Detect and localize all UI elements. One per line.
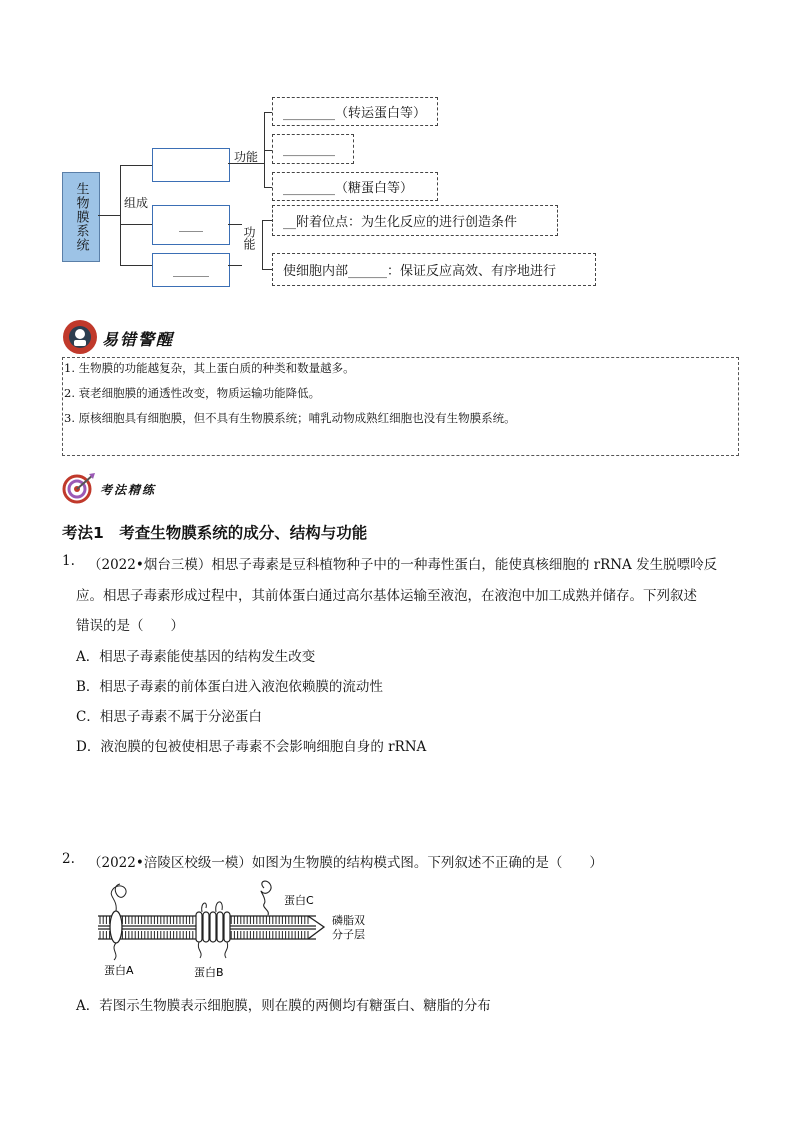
blank-box-top xyxy=(152,148,230,182)
function-box-attachment: __附着位点：为生化反应的进行创造条件 xyxy=(272,205,558,236)
warning-badge-icon xyxy=(60,318,100,356)
q1-number: 1. xyxy=(62,553,75,569)
link-label-composition: 组成 xyxy=(124,196,149,210)
q2-option-a: A．若图示生物膜表示细胞膜，则在膜的两侧均有糖蛋白、糖脂的分布 xyxy=(76,998,491,1014)
target-icon xyxy=(62,472,96,504)
connector xyxy=(262,220,263,270)
connector xyxy=(120,165,121,265)
q1-option-b: B．相思子毒素的前体蛋白进入液泡依赖膜的流动性 xyxy=(76,679,383,695)
connector xyxy=(228,224,242,225)
function-box-compartment: 使细胞内部______：保证反应高效、有序地进行 xyxy=(272,253,596,286)
section-title: 考法精练 xyxy=(100,483,157,497)
membrane-figure xyxy=(96,878,386,980)
protein-c-shape xyxy=(261,881,271,915)
protein-a-shape xyxy=(110,911,122,943)
function-box-glycoprotein: ________（糖蛋白等） xyxy=(272,172,438,201)
q1-stem-line3: 错误的是（ ） xyxy=(76,618,184,634)
q1-option-a: A．相思子毒素能使基因的结构发生改变 xyxy=(76,649,316,665)
warning-item-1: 1. 生物膜的功能越复杂，其上蛋白质的种类和数量越多。 xyxy=(64,361,355,375)
q1-stem-line1: （2022•烟台三模）相思子毒素是豆科植物种子中的一种毒性蛋白，能使真核细胞的 rRNA 发生脱嘌呤反 xyxy=(88,557,718,573)
q1-option-d: D．液泡膜的包被使相思子毒素不会影响细胞自身的 rRNA xyxy=(76,739,427,755)
connector xyxy=(120,224,152,225)
q2-number: 2. xyxy=(62,851,75,867)
label-protein-a: 蛋白A xyxy=(104,964,134,977)
q1-stem-line2: 应。相思子毒素形成过程中，其前体蛋白通过高尔基体运输至液泡，在液泡中加工成熟并储存。下列叙述 xyxy=(76,588,697,604)
connector xyxy=(262,220,272,221)
blank-box-bottom: ______ xyxy=(152,253,230,287)
connector xyxy=(228,265,242,266)
protein-b-shape xyxy=(196,912,230,942)
warning-item-2: 2. 衰老细胞膜的通透性改变，物质运输功能降低。 xyxy=(64,386,321,400)
connector xyxy=(262,269,272,270)
connector xyxy=(264,187,272,188)
function-box-transport: ________（转运蛋白等） xyxy=(272,97,438,126)
concept-map-root: 生物膜系统 xyxy=(62,172,100,262)
connector xyxy=(98,215,120,216)
method-heading: 考法1 考查生物膜系统的成分、结构与功能 xyxy=(62,524,368,542)
label-bilayer-2: 分子层 xyxy=(332,928,365,941)
warning-item-3: 3. 原核细胞具有细胞膜，但不具有生物膜系统；哺乳动物成熟红细胞也没有生物膜系统。 xyxy=(64,411,516,425)
q1-option-c: C．相思子毒素不属于分泌蛋白 xyxy=(76,709,262,725)
q2-stem-line1: （2022•涪陵区校级一模）如图为生物膜的结构模式图。下列叙述不正确的是（ ） xyxy=(88,855,603,871)
connector xyxy=(264,112,272,113)
connector xyxy=(120,165,152,166)
function-box-blank: ________ xyxy=(272,134,354,164)
label-bilayer-1: 磷脂双 xyxy=(332,914,365,927)
label-protein-c: 蛋白C xyxy=(284,894,314,907)
link-label-function-top: 功能 xyxy=(234,150,259,164)
label-protein-b: 蛋白B xyxy=(194,966,224,979)
connector xyxy=(120,265,152,266)
connector xyxy=(264,150,272,151)
blank-box-mid: ____ xyxy=(152,205,230,245)
warning-title: 易错警醒 xyxy=(102,330,175,349)
link-label-function-mid: 功能 xyxy=(242,226,256,250)
